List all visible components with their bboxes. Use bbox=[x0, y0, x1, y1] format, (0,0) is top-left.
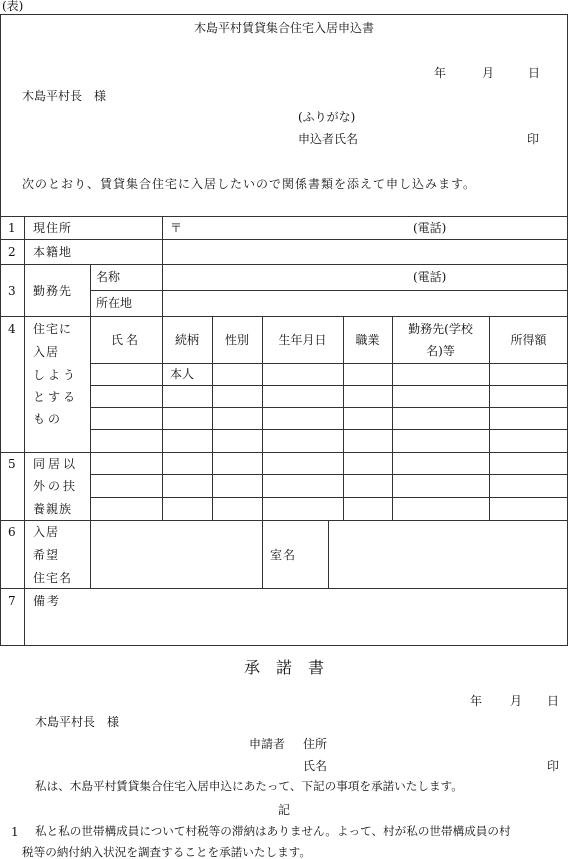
workplace-phone-label: (電話) bbox=[413, 270, 447, 284]
row-divider bbox=[0, 588, 568, 589]
consent-item-line: 私と私の世帯構成員について村税等の滞納はありません。よって、村が私の世帯構成員の村 bbox=[35, 824, 511, 838]
column-divider bbox=[162, 264, 163, 520]
applicant-name-label: 申込者氏名 bbox=[298, 132, 359, 146]
residents-label-line: とする bbox=[33, 390, 79, 404]
desired-housing-label-line: 入居 bbox=[33, 525, 60, 539]
dependents-label-line: 養親族 bbox=[33, 502, 73, 516]
residents-label-line: 入居 bbox=[33, 345, 60, 359]
date-day: 日 bbox=[528, 66, 541, 80]
column-header-relation: 続柄 bbox=[174, 333, 199, 347]
consent-item-line: 税等の納付納入状況を調査することを承諾いたします。 bbox=[22, 845, 311, 859]
current-address-label: 現住所 bbox=[33, 221, 73, 235]
page-label: (表) bbox=[2, 0, 24, 13]
consent-date-month: 月 bbox=[510, 694, 523, 708]
column-divider bbox=[343, 316, 344, 520]
workplace-label: 勤務先 bbox=[33, 284, 73, 298]
row-number: 7 bbox=[8, 594, 16, 608]
consent-seal-mark: 印 bbox=[547, 759, 560, 773]
row-number: 3 bbox=[8, 284, 16, 298]
residents-label-line: もの bbox=[33, 412, 64, 426]
intro-statement: 次のとおり、賃貸集合住宅に入居したいので関係書類を添えて申し込みます。 bbox=[22, 177, 477, 191]
column-header-sex: 性別 bbox=[224, 333, 249, 347]
number-column-divider bbox=[24, 216, 25, 646]
column-header-name: 氏名 bbox=[110, 333, 141, 347]
postal-mark: 〒 bbox=[170, 221, 183, 235]
consent-title: 承 諾 書 bbox=[243, 658, 324, 677]
row-number: 2 bbox=[8, 245, 16, 259]
addressee: 木島平村長 様 bbox=[22, 89, 107, 103]
row-number: 5 bbox=[8, 457, 16, 471]
phone-label: (電話) bbox=[413, 221, 447, 235]
dependents-label-line: 外の扶 bbox=[33, 479, 79, 493]
relation-self: 本人 bbox=[170, 367, 195, 381]
residents-label-line: 住宅に bbox=[33, 322, 73, 336]
form-title: 木島平村賃貸集合住宅入居申込書 bbox=[193, 21, 374, 35]
consent-addressee: 木島平村長 様 bbox=[35, 715, 120, 729]
desired-housing-label-line: 希望 bbox=[33, 548, 60, 562]
date-month: 月 bbox=[482, 66, 495, 80]
consent-item-number: 1 bbox=[11, 825, 19, 839]
row-divider bbox=[0, 520, 568, 521]
column-header-occupation: 職業 bbox=[355, 333, 380, 347]
column-header-workplace: 名)等 bbox=[426, 344, 455, 358]
consent-statement: 私は、木島平村賃貸集合住宅入居申込にあたって、下記の事項を承諾いたします。 bbox=[35, 779, 463, 793]
row-divider bbox=[0, 239, 568, 240]
seal-mark: 印 bbox=[527, 132, 540, 146]
furigana-label: (ふりがな) bbox=[298, 110, 356, 124]
consent-date-day: 日 bbox=[547, 694, 560, 708]
registered-domicile-label: 本籍地 bbox=[33, 245, 73, 259]
consent-applicant-label: 申請者 bbox=[249, 737, 286, 751]
room-name-label: 室名 bbox=[270, 548, 297, 562]
row-number: 1 bbox=[8, 221, 16, 235]
remarks-label: 備考 bbox=[33, 594, 62, 608]
consent-name-label: 氏名 bbox=[303, 759, 328, 773]
workplace-address-label: 所在地 bbox=[96, 296, 133, 310]
consent-date-year: 年 bbox=[470, 694, 483, 708]
row-number: 4 bbox=[8, 322, 16, 336]
row-divider bbox=[0, 452, 568, 453]
row-divider bbox=[0, 316, 568, 317]
residents-label-line: しよう bbox=[33, 368, 79, 382]
column-divider bbox=[328, 520, 329, 588]
consent-address-label: 住所 bbox=[303, 737, 328, 751]
desired-housing-label-line: 住宅名 bbox=[33, 571, 73, 585]
column-header-birthdate: 生年月日 bbox=[278, 333, 327, 347]
row-number: 6 bbox=[8, 525, 16, 539]
column-header-workplace: 勤務先(学校 bbox=[408, 322, 473, 336]
column-divider bbox=[262, 316, 263, 588]
dependents-label-line: 同居以 bbox=[33, 457, 79, 471]
row-divider bbox=[0, 264, 568, 265]
row-divider bbox=[0, 216, 568, 217]
column-divider bbox=[489, 316, 490, 520]
consent-ki: 記 bbox=[277, 803, 290, 817]
column-header-income: 所得額 bbox=[510, 333, 547, 347]
column-divider bbox=[162, 216, 163, 264]
workplace-name-label: 名称 bbox=[96, 270, 121, 284]
column-divider bbox=[90, 264, 91, 588]
column-divider bbox=[212, 316, 213, 520]
date-year: 年 bbox=[434, 66, 447, 80]
